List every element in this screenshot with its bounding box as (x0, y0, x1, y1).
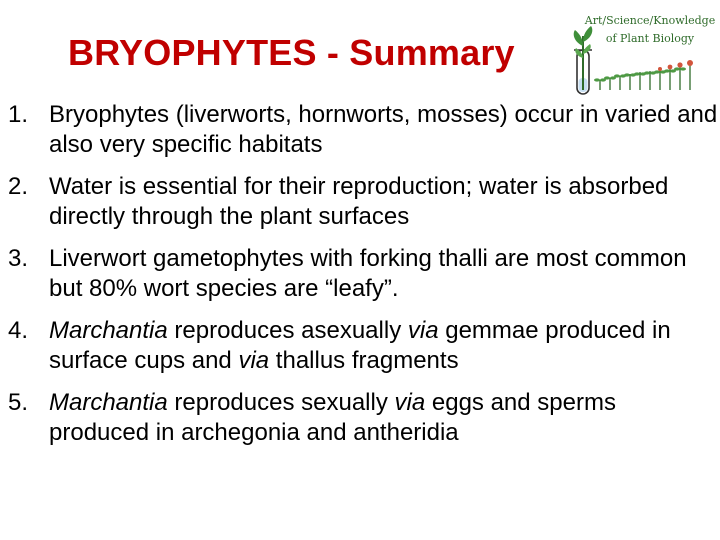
italic-text-run: via (238, 347, 270, 374)
item-number: 2. (8, 173, 29, 200)
item-number: 3. (8, 245, 29, 272)
text-run: Water is essential for their reproduction; water is absorbed directly through the plant surfaces (49, 173, 669, 230)
italic-text-run: Marchantia (49, 389, 168, 416)
summary-item (8, 244, 720, 304)
item-number: 5. (8, 389, 29, 416)
text-run: gemmae produced in surface cups and (49, 317, 671, 374)
italic-text-run: Marchantia (49, 317, 168, 344)
summary-item (8, 316, 720, 376)
italic-text-run: via (394, 389, 426, 416)
summary-item (8, 388, 720, 448)
item-text (49, 245, 687, 302)
logo (560, 8, 720, 103)
text-run: thallus fragments (269, 347, 459, 374)
text-run: reproduces sexually (167, 389, 395, 416)
logo-text (580, 12, 720, 48)
summary-item (8, 172, 720, 232)
item-number: 1. (8, 101, 29, 128)
summary-item (8, 100, 720, 160)
italic-text-run: via (407, 317, 439, 344)
text-run: Bryophytes (liverworts, hornworts, mosses) occur in varied and also very specific habitats (49, 101, 718, 158)
text-run: Liverwort gametophytes with forking thalli are most common but 80% wort species are “leafy”. (49, 245, 687, 302)
item-text (49, 317, 671, 374)
item-text (49, 173, 668, 230)
logo-line-2: of Plant Biology (605, 32, 695, 45)
summary-list (8, 100, 720, 460)
item-text (49, 101, 717, 158)
text-run: eggs and sperms produced in archegonia and antheridia (49, 389, 616, 446)
item-text (49, 389, 616, 446)
slide-title: BRYOPHYTES - Summary (68, 32, 515, 73)
logo-line-1: Art/Science/Knowledge (584, 14, 716, 27)
item-number: 4. (8, 317, 29, 344)
text-run: reproduces asexually (167, 317, 408, 344)
